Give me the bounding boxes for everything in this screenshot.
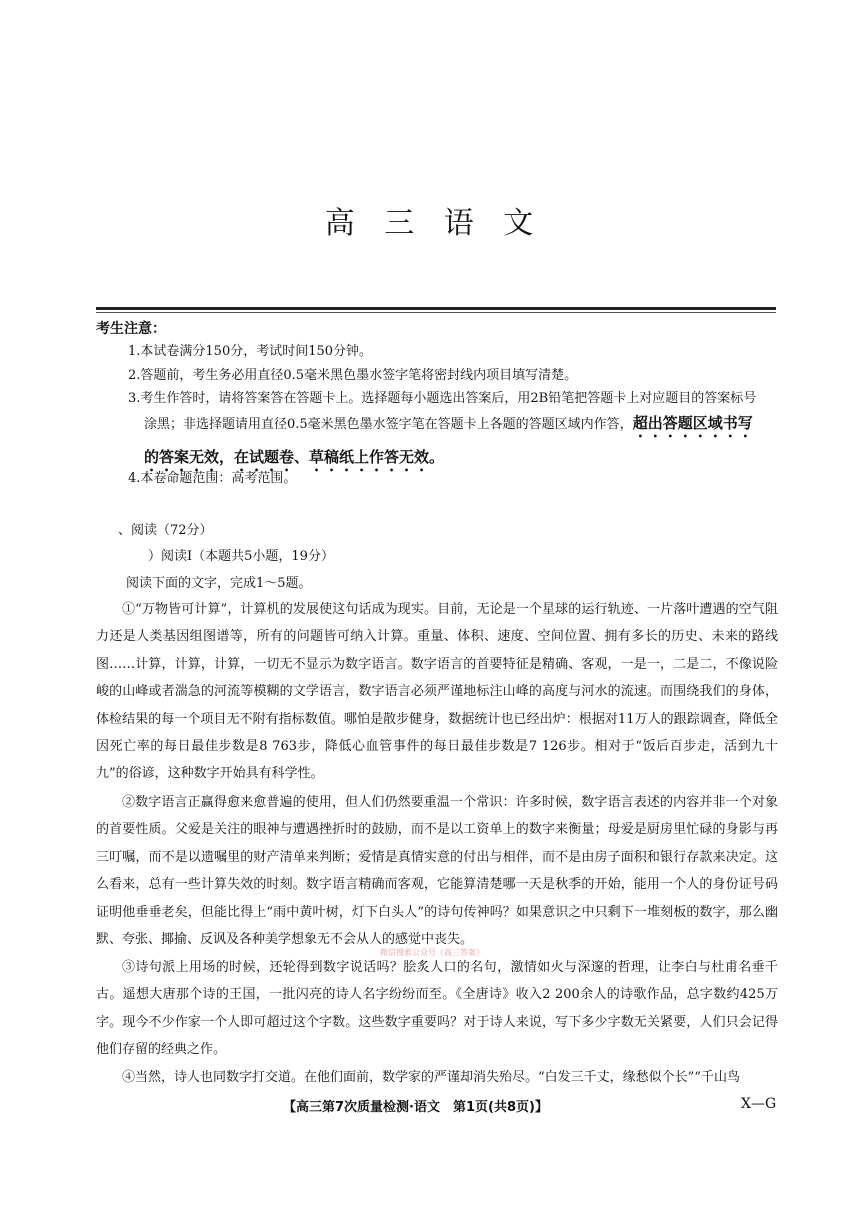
footer-code: X—G xyxy=(741,1096,777,1112)
header-rule-thin xyxy=(96,312,776,313)
passage-paragraph-3 xyxy=(96,954,778,1064)
paragraph-text: ③诗句派上用场的时候，还轮得到数字说话吗？脍炙人口的名句，激情如火与深邃的哲理，让李白与杜甫名垂千古。遥想大唐那个诗的王国，一批闪亮的诗人名字纷纷而至。《全唐诗》收入2 200余人的诗歌作品，总字数约425万字。现今不少作家一个人即可超过这个字数。这些数字重要吗？对于诗人来说，写下多少字数无关紧要，人们只会记得他们存留的经典之作。 xyxy=(96,960,778,1058)
instruction: 阅读下面的文字，完成1～5题。 xyxy=(126,576,312,591)
notice-item-3-text: 3.考生作答时，请将答案答在答题卡上。选择题每小题选出答案后，用2B铅笔把答题卡上对应题目的答案标号 xyxy=(128,391,757,406)
passage-paragraph-1 xyxy=(96,596,778,788)
paragraph-text: ②数字语言正赢得愈来愈普遍的使用，但人们仍然要重温一个常识：许多时候，数字语言表述的内容并非一个对象的首要性质。父爱是关注的眼神与遭遇挫折时的鼓励，而不是以工资单上的数字来衡量；母爱是厨房里忙碌的身影与再三叮嘱，而不是以遗嘱里的财产清单来判断；爱情是真情实意的付出与相伴，而不是由房子面积和银行存款来决定。这么看来，总有一些计算失效的时刻。数字语言精确而客观，它能算清楚哪一天是秋季的开始，能用一个人的身份证号码证明他垂垂老矣，但能比得上“雨中黄叶树，灯下白头人”的诗句传神吗？如果意识之中只剩下一堆刻板的数字，那么幽默、夸张、揶揄、反讽及各种美学想象无不会从人的感觉中丧失。 xyxy=(96,795,778,948)
watermark: 微信搜索公众号《高三答案》 xyxy=(380,948,484,957)
notice-item-3-cont-text: 涂黑；非选择题请用直径0.5毫米黑色墨水签字笔在答题卡上各题的答题区域内作答， xyxy=(144,417,633,432)
notice-item-3 xyxy=(128,390,778,475)
notice-item-3-cont xyxy=(128,414,778,441)
footer-page-info: 【高三第7次质量检测·语文 第1页(共8页)】 xyxy=(283,1100,548,1115)
page-title: 高 三 语 文 xyxy=(324,206,544,241)
notice-emphasis-1: 超出答题区域书写 xyxy=(632,414,753,432)
header-rule xyxy=(96,307,776,310)
notice-item-4: 4.本卷命题范围：高考范围。 xyxy=(128,471,297,486)
notice-heading: 考生注意： xyxy=(96,321,166,337)
passage-paragraph-4 xyxy=(96,1064,778,1091)
section-heading: 、阅读（72分） xyxy=(118,523,213,538)
notice-item-2: 2.答题前，考生务必用直径0.5毫米黑色墨水签字笔将密封线内项目填写清楚。 xyxy=(128,368,578,383)
passage-paragraph-2 xyxy=(96,789,778,953)
subsection-heading: ）阅读Ⅰ（本题共5小题，19分） xyxy=(148,549,334,564)
paragraph-text: ①“万物皆可计算”，计算机的发展使这句话成为现实。目前，无论是一个星球的运行轨迹、一片落叶遭遇的空气阻力还是人类基因组图谱等，所有的问题皆可纳入计算。重量、体积、速度、空间位置、拥有多长的历史、未来的路线图……计算，计算，计算，一切无不显示为数字语言。数字语言的首要特征是精确、客观，一是一，二是二，不像说险峻的山峰或者湍急的河流等模糊的文学语言，数字语言必须严谨地标注山峰的高度与河水的流速。而围绕我们的身体，体检结果的每一个项目无不附有指标数值。哪怕是散步健身，数据统计也已经出炉：根据对11万人的跟踪调查，降低全因死亡率的每日最佳步数是8 763步，降低心血管事件的每日最佳步数是7 126步。相对于“饭后百步走，活到九十九”的俗谚，这种数字开始具有科学性。 xyxy=(96,602,778,782)
paragraph-text: ④当然，诗人也同数字打交道。在他们面前，数学家的严谨却消失殆尽。“白发三千丈，缘愁似个长”“千山鸟 xyxy=(122,1070,740,1085)
notice-emphasis-2: 的答案无效，在试题卷、草稿纸上作答无效。 xyxy=(144,448,445,466)
notice-item-1: 1.本试卷满分150分，考试时间150分钟。 xyxy=(128,344,373,359)
